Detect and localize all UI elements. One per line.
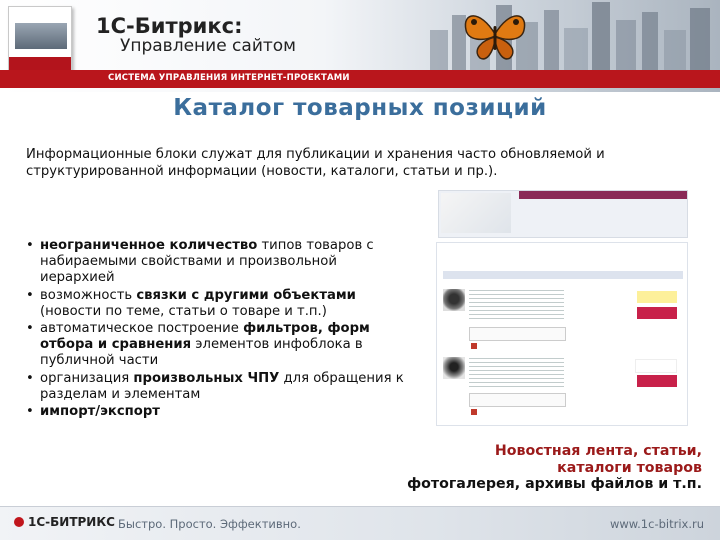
bullet-text: элементов инфоблока в публичной части bbox=[40, 337, 363, 369]
list-item bbox=[24, 404, 404, 420]
brand-name: 1С-Битрикс: bbox=[96, 14, 243, 38]
page-title: Каталог товарных позиций bbox=[173, 95, 547, 121]
bullet-text: возможность bbox=[40, 287, 137, 303]
product-photo bbox=[443, 357, 465, 379]
screenshot-price-box bbox=[635, 359, 677, 373]
caption bbox=[407, 443, 702, 493]
bullet-bold: неограниченное количество bbox=[40, 238, 258, 253]
list-item bbox=[24, 288, 404, 320]
list-item bbox=[24, 371, 404, 403]
intro-text: Информационные блоки служат для публикации и хранения часто обновляемой и структурированной информации (новости, каталоги, статьи и пр.). bbox=[26, 147, 605, 179]
bullet-bold: фильтров, форм отбора и сравнения bbox=[40, 321, 370, 353]
list-item bbox=[24, 321, 404, 370]
bullet-text: типов товаров с набираемыми свойствами и произвольной иерархией bbox=[40, 238, 374, 286]
screenshot-box bbox=[469, 393, 566, 407]
product-photo bbox=[443, 289, 465, 311]
bullet-text: автоматическое построение bbox=[40, 321, 244, 337]
catalog-list-screenshot bbox=[436, 242, 688, 426]
product-box-image bbox=[8, 6, 72, 72]
screenshot-box bbox=[469, 327, 566, 341]
caption-line: Новостная лента, статьи, bbox=[494, 443, 702, 459]
catalog-filter-screenshot bbox=[438, 190, 688, 238]
feature-list bbox=[24, 238, 404, 421]
screenshot-cart-button bbox=[637, 307, 677, 319]
bullet-bold: импорт/экспорт bbox=[40, 404, 160, 420]
bullet-text: организация bbox=[40, 370, 134, 386]
caption-line: фотогалерея, архивы файлов и т.п. bbox=[407, 476, 702, 492]
screenshot-row bbox=[443, 349, 683, 417]
footer-logo bbox=[14, 515, 115, 529]
list-item bbox=[24, 238, 404, 287]
footer bbox=[0, 506, 720, 540]
footer-url[interactable]: www.1c-bitrix.ru bbox=[609, 517, 704, 531]
screenshot-text-lines bbox=[469, 358, 564, 388]
bullet-bold: связки с другими объектами bbox=[136, 287, 356, 303]
logo-icon bbox=[14, 517, 24, 527]
footer-slogan: Быстро. Просто. Эффективно. bbox=[118, 517, 301, 531]
product-name: Управление сайтом bbox=[120, 36, 296, 56]
screenshot-text-lines bbox=[469, 290, 564, 320]
pdf-icon bbox=[471, 409, 477, 415]
screenshot-table-header bbox=[443, 271, 683, 279]
bullet-text: (новости по теме, статьи о товаре и т.п.) bbox=[40, 303, 327, 319]
footer-logo-text: 1С-БИТРИКС bbox=[28, 515, 115, 529]
screenshot-image bbox=[441, 193, 511, 233]
screenshot-row bbox=[443, 281, 683, 349]
screenshot-header-bar bbox=[519, 191, 687, 199]
screenshot-cart-button bbox=[637, 375, 677, 387]
caption-line: каталоги товаров bbox=[557, 459, 702, 476]
tagline-bar bbox=[0, 70, 720, 88]
butterfly-icon bbox=[460, 4, 530, 64]
header-banner bbox=[0, 0, 720, 92]
tagline: СИСТЕМА УПРАВЛЕНИЯ ИНТЕРНЕТ-ПРОЕКТАМИ bbox=[108, 73, 350, 83]
bullet-text: для обращения к разделам и элементам bbox=[40, 370, 404, 402]
screenshot-price-box bbox=[637, 291, 677, 303]
bullet-bold: произвольных ЧПУ bbox=[133, 370, 280, 386]
